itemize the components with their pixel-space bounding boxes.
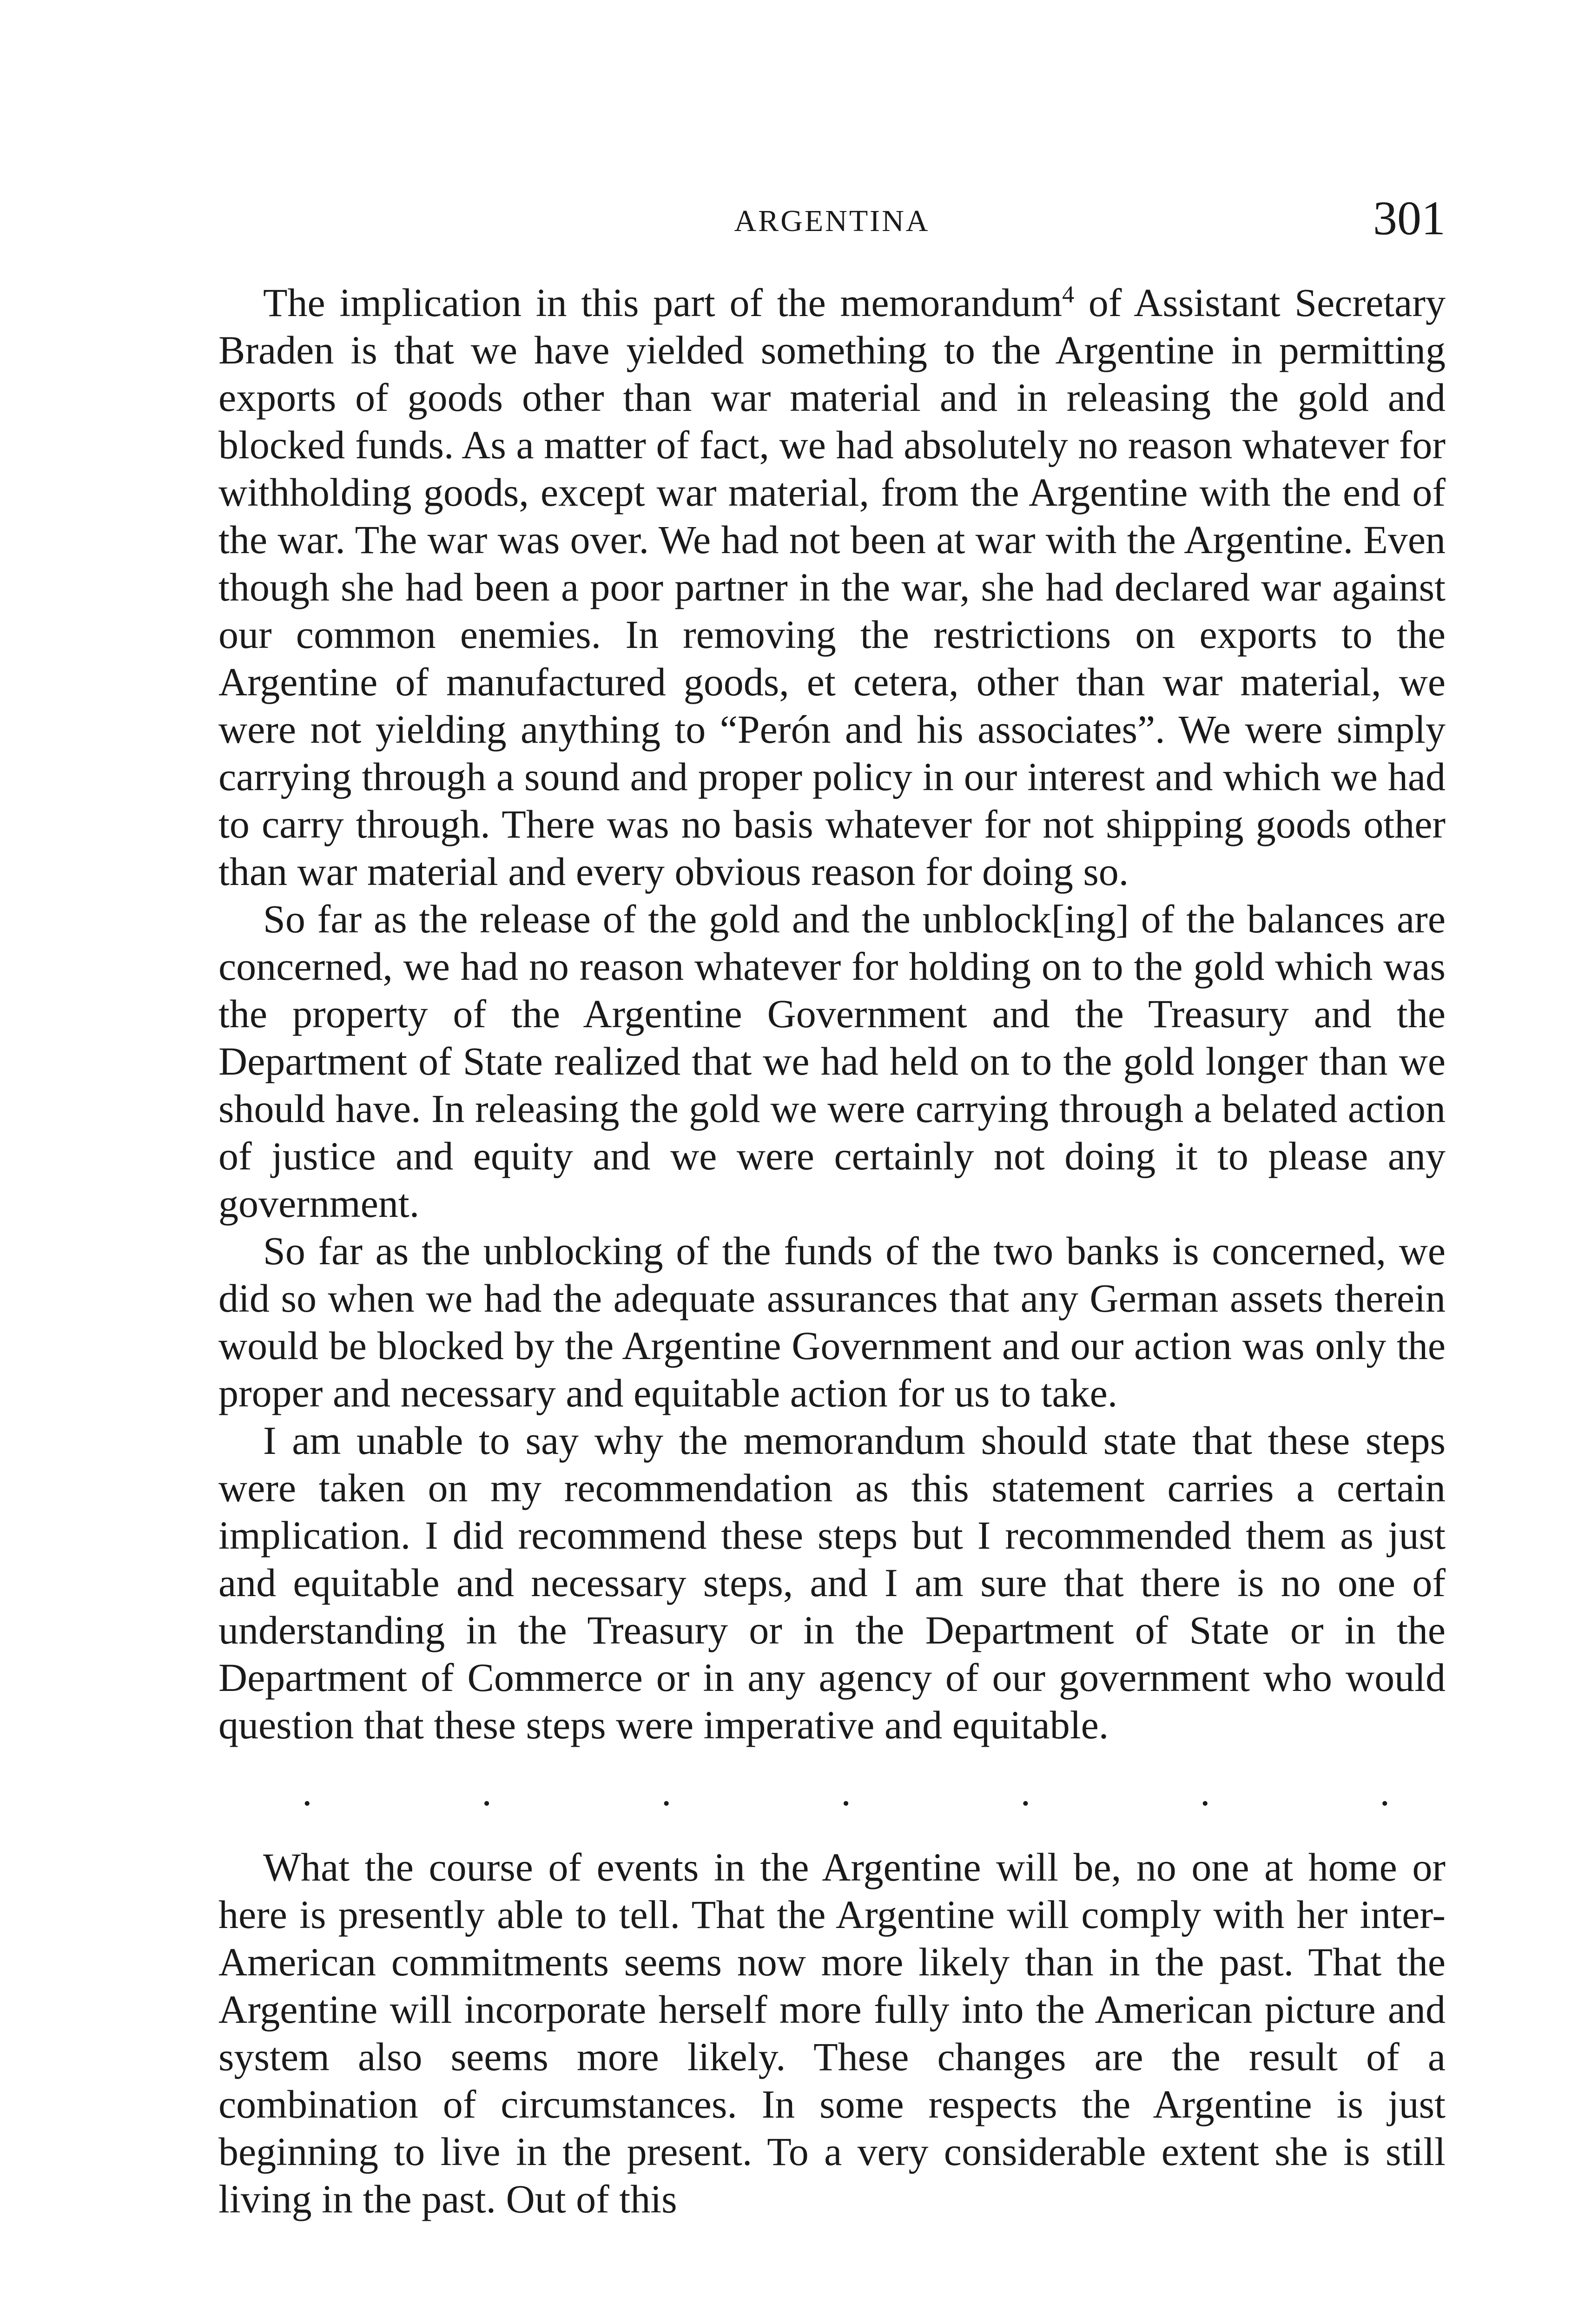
ellipsis-dot: . [482,1769,492,1814]
ellipsis-dot: . [841,1769,851,1814]
ellipsis-dot: . [661,1769,672,1814]
paragraph-2: So far as the release of the gold and the unblock[ing] of the balances are concerned, we had no reason whatever for holding on to the gold which was the property of the Argentine Government and the Treasury and the Department of State realized that we had held on to the gold longer than we should have. In releasing the gold we were carrying through a belated action of justice and equity and we were certainly not doing it to please any government. [218,897,1446,1226]
paragraph-1-text-a: The implication in this part of the memorandum [263,280,1063,325]
ellipsis-dot: . [302,1769,312,1814]
paragraph-1-text-b: of Assistant Secretary Braden is that we have yielded something to the Argentine in permitting exports of goods other than war material and in releasing the gold and blocked funds. As a matter of fact, we had absolutely no reason whatever for withholding goods, except war material, from the Argentine with the end of the war. The war was over. We had not been at war with the Argentine. Even though she had been a poor partner in the war, she had declared war against our common enemies. In removing the restrictions on exports to the Argentine of manufactured goods, et cetera, other than war material, we were not yielding anything to “Perón and his associates”. We were simply carrying through a sound and proper policy in our interest and which we had to carry through. There was no basis whatever for not shipping goods other than war material and every obvious reason for doing so. [218,280,1446,894]
ellipsis-dot: . [1200,1769,1210,1814]
paragraph-3: So far as the unblocking of the funds of the two banks is concerned, we did so when we had the adequate assurances that any German assets therein would be blocked by the Argentine Government and our action was only the proper and necessary and equitable action for us to take. [218,1228,1446,1415]
running-title: ARGENTINA [734,204,930,238]
ellipsis-dot: . [1380,1769,1390,1814]
running-head [218,191,1446,251]
ellipsis-separator [218,1768,1446,1816]
body-text [218,279,1446,2223]
paragraph-4: I am unable to say why the memorandum should state that these steps were taken on my recommendation as this statement carries a certain implication. I did recommend these steps but I recommended them as just and equitable and necessary steps, and I am sure that there is no one of understanding in the Treasury or in the Department of State or in the Department of Commerce or in any agency of our government who would question that these steps were imperative and equitable. [218,1418,1446,1747]
ellipsis-dot: . [1020,1769,1031,1814]
paragraph-1 [218,279,1446,895]
paragraph-5: What the course of events in the Argentine will be, no one at home or here is presently able to tell. That the Argentine will comply with her inter-American commitments seems now more likely than in the past. That the Argentine will incorporate herself more fully into the American picture and system also seems more likely. These changes are the result of a combination of circumstances. In some respects the Argentine is just beginning to live in the present. To a very considerable extent she is still living in the past. Out of this [218,1845,1446,2221]
footnote-reference: 4 [1062,281,1075,308]
page-number: 301 [1373,191,1446,245]
